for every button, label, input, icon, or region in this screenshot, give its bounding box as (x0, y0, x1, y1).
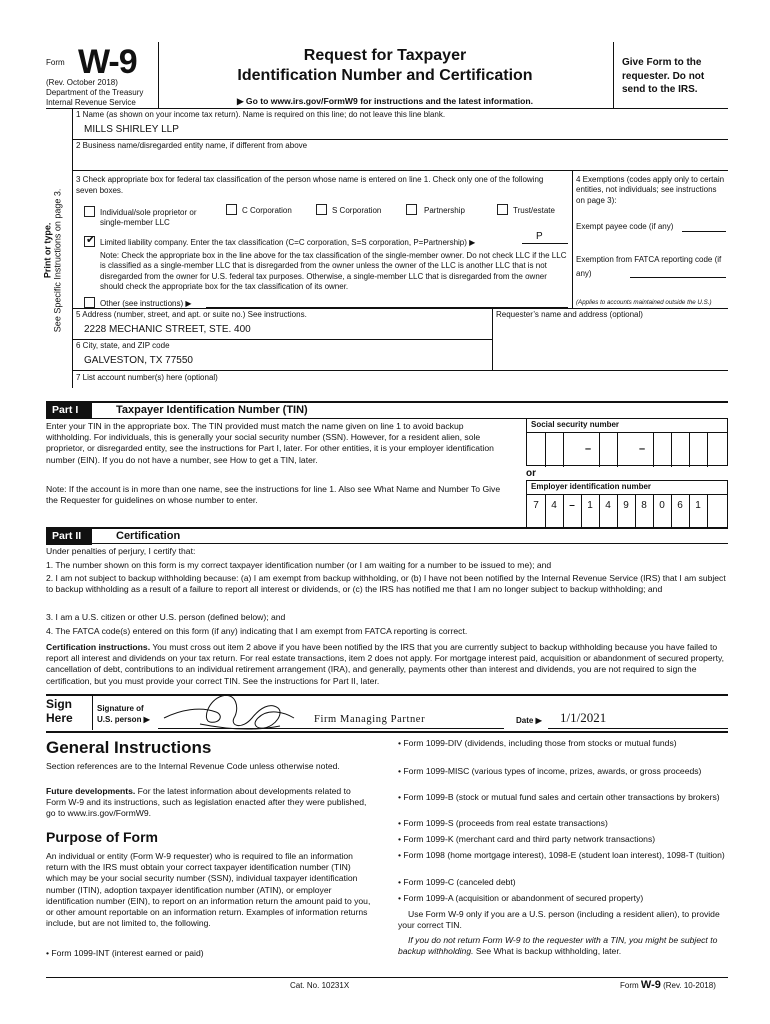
line3-note: Note: Check the appropriate box in the line above for the tax classification of the single-member owner. Do not check LLC if the LLC is classified as a single-member LLC that is disregarded from the owner unless the owner of the LLC is another LLC that is not disregarded from the owner for U.S. federal tax purposes. Otherwise, a single-member LLC that is disregarded from the owner should check the appropriate box for the tax classification of its owner. (100, 251, 567, 292)
cert-item-1: 1. The number shown on this form is my correct taxpayer identification number (or I am waiting for a number to be issued to me); and (46, 560, 552, 570)
or-label: or (526, 468, 536, 479)
print-or-type: Print or type. (42, 222, 53, 279)
part1-title: Taxpayer Identification Number (TIN) (116, 404, 308, 416)
line6-label: 6 City, state, and ZIP code (76, 341, 170, 350)
line4-label: 4 Exemptions (codes apply only to certain entities, not individuals; see instructions on page 3): (576, 175, 725, 205)
ein-digit-2: 4 (551, 500, 557, 511)
s-corp-checkbox[interactable] (316, 204, 327, 215)
requester-label: Requester’s name and address (optional) (496, 310, 643, 319)
bullet-1099-div: • Form 1099-DIV (dividends, including those from stocks or mutual funds) (398, 738, 677, 748)
part1-text: Enter your TIN in the appropriate box. The TIN provided must match the name given on line 1 to avoid backup withholding. For individuals, this is generally your social security number (SSN). However, for a resident alien, sole proprietor, or disregarded entity, see the instructions for Part I, later. For other entities, it is your employer identification number (EIN). If you do not have a number, see How to get a TIN, later. (46, 421, 494, 465)
ssn-dash-2: – (639, 443, 646, 455)
applies-note: (Applies to accounts maintained outside the U.S.) (576, 299, 712, 306)
llc-text: Limited liability company. Enter the tax classification (C=C corporation, S=S corporation, P=Partnership) ▶ (100, 238, 476, 247)
footer-form-word: Form (620, 981, 639, 990)
footer-form-number: W-9 (640, 979, 661, 991)
bullet-1099-a: • Form 1099-A (acquisition or abandonment of secured property) (398, 893, 644, 903)
goto-instructions: ▶ Go to www.irs.gov/FormW9 for instructions and the latest information. (236, 96, 534, 106)
sign-label: Sign (46, 697, 72, 711)
signer-title: Firm Managing Partner (314, 714, 426, 725)
trust-checkbox[interactable] (497, 204, 508, 215)
line7-label: 7 List account number(s) here (optional) (76, 373, 218, 382)
line5-label: 5 Address (number, street, and apt. or suite no.) See instructions. (76, 310, 307, 319)
form-word: Form (46, 58, 65, 67)
s-corp-label: S Corporation (332, 206, 382, 215)
purpose-text: An individual or entity (Form W-9 requester) who is required to file an information return with the IRS must obtain your correct taxpayer identification number (TIN) which may be your social security number (SSN), individual taxpayer identification number (ITIN), adoption taxpayer identification number (ATIN), or employer identification number (EIN), to report on an information return the amount paid to you, or other amount reportable on an information return. Examples of information returns include, but are not limited to, the following. (46, 851, 371, 929)
part1-note: Note: If the account is in more than one name, see the instructions for line 1. Also see What Name and Number To Give the Requester for guidelines on whose number to enter. (46, 484, 501, 506)
other-checkbox[interactable] (84, 297, 95, 308)
fatca-label: Exemption from FATCA reporting code (if any) (576, 255, 722, 279)
llc-classification-field[interactable]: P (536, 231, 543, 242)
trust-label: Trust/estate (513, 206, 555, 215)
general-p1: Section references are to the Internal Revenue Code unless otherwise noted. (46, 761, 340, 771)
give-form-note: Give Form to the requester. Do not send to the IRS. (622, 57, 705, 95)
title-line2: Identification Number and Certification (237, 67, 533, 84)
c-corp-label: C Corporation (242, 206, 292, 215)
future-developments-bold: Future developments. (46, 786, 136, 796)
line1-label: 1 Name (as shown on your income tax return). Name is required on this line; do not leave this line blank. (76, 110, 446, 119)
footer-revision: (Rev. 10-2018) (663, 981, 716, 990)
backup-withholding-see: See What is backup withholding, later. (473, 946, 622, 957)
exempt-payee-label: Exempt payee code (if any) (576, 222, 674, 231)
bullet-1099-k: • Form 1099-K (merchant card and third party network transactions) (398, 834, 656, 844)
ein-dash: – (569, 500, 575, 511)
other-label: Other (see instructions) ▶ (100, 299, 192, 308)
ssn-dash-1: – (585, 443, 592, 455)
city-state-zip-field[interactable]: GALVESTON, TX 77550 (84, 355, 193, 366)
here-label: Here (46, 711, 73, 725)
form-revision: (Rev. October 2018) (46, 78, 118, 87)
bullet-1099-misc: • Form 1099-MISC (various types of income, prizes, awards, or gross proceeds) (398, 766, 702, 776)
bullet-1099-b: • Form 1099-B (stock or mutual fund sales and certain other transactions by brokers) (398, 792, 720, 802)
cert-item-3: 3. I am a U.S. citizen or other U.S. person (defined below); and (46, 612, 286, 622)
partnership-checkbox[interactable] (406, 204, 417, 215)
use-w9-text: Use Form W-9 only if you are a U.S. person (including a resident alien), to provide your correct TIN. (398, 909, 720, 931)
bullet-1098: • Form 1098 (home mortgage interest), 1098-E (student loan interest), 1098-T (tuition) (398, 850, 725, 860)
ssn-field[interactable] (526, 432, 728, 466)
individual-label: Individual/sole proprietor or single-member LLC (100, 208, 197, 228)
individual-checkbox[interactable] (84, 206, 95, 217)
catalog-number: Cat. No. 10231X (290, 981, 350, 990)
signature-label-2: U.S. person ▶ (97, 715, 150, 724)
irs-label: Internal Revenue Service (46, 98, 136, 107)
purpose-heading: Purpose of Form (46, 829, 159, 845)
ein-digit-9: 1 (695, 500, 701, 511)
cert-instructions (46, 642, 728, 687)
ein-digit-5: 9 (623, 500, 629, 511)
footer-form (620, 979, 716, 992)
cert-item-4: 4. The FATCA code(s) entered on this form (if any) indicating that I am exempt from FATCA reporting is correct. (46, 626, 468, 636)
bullet-1099-c: • Form 1099-C (canceled debt) (398, 877, 516, 887)
form-number: W-9 (78, 43, 137, 81)
general-instructions-heading: General Instructions (46, 738, 212, 757)
ein-digit-4: 4 (605, 500, 611, 511)
part2-intro: Under penalties of perjury, I certify that: (46, 546, 196, 556)
department: Department of the Treasury (46, 88, 144, 97)
future-developments-text: For the latest information about developments related to Form W-9 and its instructions, such as legislation enacted after they were published, go to www.irs.gov/FormW9. (46, 786, 367, 819)
ein-digit-6: 8 (641, 500, 647, 511)
c-corp-checkbox[interactable] (226, 204, 237, 215)
cert-item-2: 2. I am not subject to backup withholding because: (a) I am exempt from backup withholding, or (b) I have not been notified by the Internal Revenue Service (IRS) that I am subject to backup withholding as a result of a failure to report all interest or dividends, or (c) the IRS has notified me that I am no longer subject to backup withholding; and (46, 573, 726, 595)
cert-instructions-bold: Certification instructions. (46, 642, 151, 652)
future-developments (46, 786, 372, 820)
line2-label: 2 Business name/disregarded entity name, if different from above (76, 141, 308, 150)
line1-name-field[interactable]: MILLS SHIRLEY LLP (84, 124, 179, 135)
cert-instructions-text: You must cross out item 2 above if you have been notified by the IRS that you are currently subject to backup withholding because you have failed to report all interest and dividends on your tax return. For real estate transactions, item 2 does not apply. For mortgage interest paid, acquisition or abandonment of secured property, cancellation of debt, contributions to an individual retirement arrangement (IRA), and generally, payments other than interest and dividends, you are not required to sign the certification, but you must provide your correct TIN. See the instructions for Part II, later. (46, 642, 724, 686)
llc-checkbox[interactable] (84, 236, 95, 247)
account-number-field[interactable] (84, 384, 724, 398)
ein-digit-3: 1 (587, 500, 593, 511)
ein-digit-8: 6 (677, 500, 683, 511)
partnership-label: Partnership (424, 206, 465, 215)
date-label: Date ▶ (516, 716, 542, 725)
signature-label-1: Signature of (97, 704, 144, 713)
part2-title: Certification (116, 530, 181, 542)
ssn-label: Social security number (531, 420, 620, 429)
part2-tag: Part II (46, 528, 92, 545)
line3-label: 3 Check appropriate box for federal tax classification of the person whose name is entered on line 1. Check only one of the following seven boxes. (76, 175, 544, 195)
backup-withholding-text (398, 935, 728, 957)
ein-digit-7: 0 (659, 500, 665, 511)
date-field[interactable]: 1/1/2021 (560, 710, 607, 725)
ein-label: Employer identification number (531, 482, 652, 491)
ein-digit-1: 7 (533, 500, 539, 511)
ein-field[interactable] (526, 494, 728, 528)
part1-tag: Part I (46, 402, 92, 419)
title-line1: Request for Taxpayer (303, 47, 467, 64)
address-field[interactable]: 2228 MECHANIC STREET, STE. 400 (84, 324, 251, 335)
bullet-1099-int: • Form 1099-INT (interest earned or paid) (46, 948, 204, 958)
requester-field[interactable] (494, 320, 726, 370)
bullet-1099-s: • Form 1099-S (proceeds from real estate transactions) (398, 818, 608, 828)
see-instructions: See Specific Instructions on page 3. (52, 188, 63, 333)
backup-withholding-italic: If you do not return Form W-9 to the requester with a TIN, you might be subject to backup withholding. (398, 935, 718, 957)
